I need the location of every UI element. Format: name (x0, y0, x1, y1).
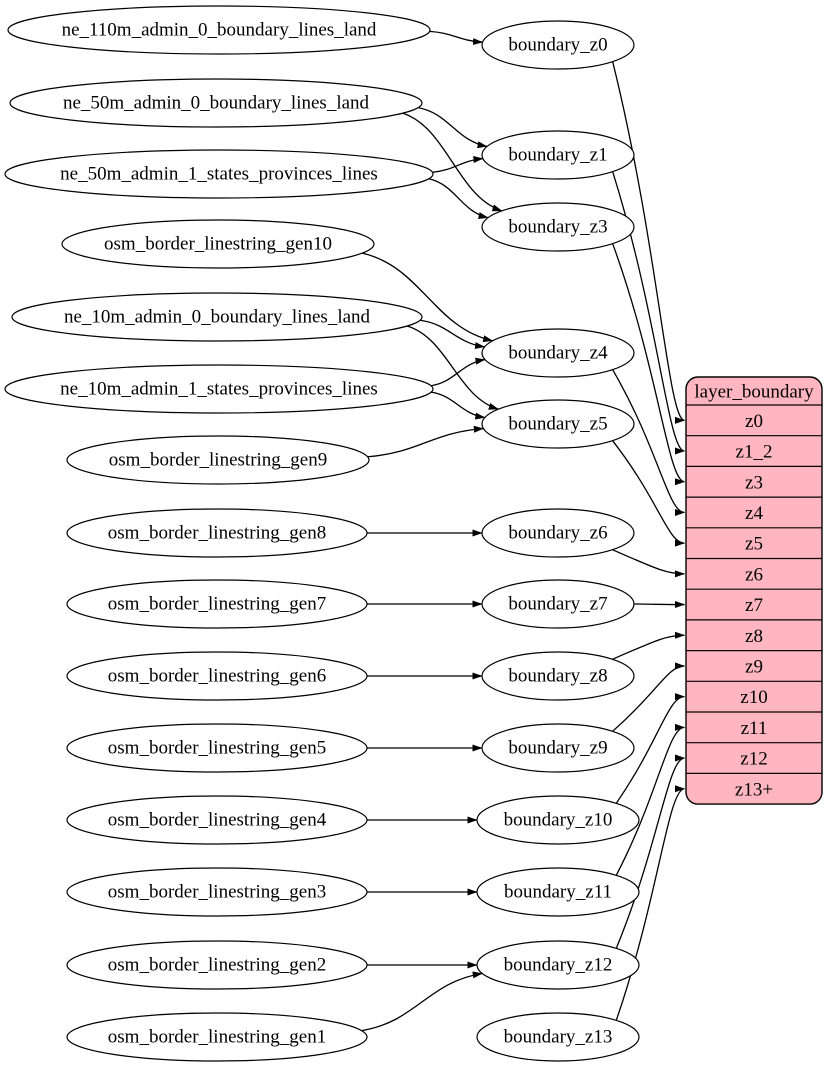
table-row-z11: z11 (740, 717, 768, 739)
node-ne_10m_admin_1_states_provinces_lines (5, 365, 433, 413)
node-osm_border_linestring_gen8 (67, 509, 367, 557)
node-boundary_z11 (477, 868, 639, 916)
edge-boundary_z7-to-z7 (634, 604, 685, 605)
node-ne_50m_admin_0_boundary_lines_land (10, 79, 422, 127)
node-boundary_z6 (482, 509, 634, 557)
node-ne_10m_admin_0_boundary_lines_land (12, 293, 422, 341)
node-boundary_z13 (477, 1013, 639, 1061)
edge-osm_border_linestring_gen9-to-boundary_z5 (368, 428, 484, 456)
edge-boundary_z0-to-z0 (613, 62, 685, 421)
table-layer (686, 377, 822, 804)
table-row-z8: z8 (745, 625, 763, 647)
source-node-label: osm_border_linestring_gen9 (108, 449, 328, 471)
table-row-z6: z6 (745, 564, 763, 586)
node-boundary_z1 (482, 131, 634, 179)
edge-boundary_z6-to-z6 (613, 550, 685, 574)
node-boundary_z8 (482, 652, 634, 700)
node-boundary_z9 (482, 724, 634, 772)
edge-ne_50m_admin_1_states_provinces_lines-to-boundary_z3 (429, 179, 488, 218)
node-osm_border_linestring_gen3 (67, 868, 367, 916)
table-row-z9: z9 (745, 656, 763, 678)
transform-node-label: boundary_z11 (504, 881, 612, 903)
source-node-label: ne_10m_admin_1_states_provinces_lines (60, 378, 378, 400)
edge-boundary_z8-to-z8 (613, 635, 685, 659)
node-osm_border_linestring_gen2 (67, 941, 367, 989)
transform-node-label: boundary_z1 (508, 144, 608, 166)
transform-node-label: boundary_z6 (508, 522, 608, 544)
transform-node-label: boundary_z0 (508, 34, 608, 56)
source-node-label: osm_border_linestring_gen2 (107, 954, 327, 976)
edge-ne_50m_admin_0_boundary_lines_land-to-boundary_z1 (418, 108, 487, 147)
source-node-label: ne_50m_admin_1_states_provinces_lines (60, 163, 378, 185)
node-osm_border_linestring_gen1 (67, 1013, 367, 1061)
node-osm_border_linestring_gen10 (62, 220, 374, 268)
node-osm_border_linestring_gen5 (67, 724, 367, 772)
source-node-label: ne_110m_admin_0_boundary_lines_land (61, 19, 377, 41)
transform-node-label: boundary_z13 (503, 1026, 613, 1048)
transform-node-label: boundary_z10 (503, 809, 613, 831)
table-row-z12: z12 (740, 748, 768, 770)
transform-node-label: boundary_z9 (508, 737, 608, 759)
node-osm_border_linestring_gen6 (67, 652, 367, 700)
source-node-label: osm_border_linestring_gen7 (107, 593, 327, 615)
transform-node-label: boundary_z5 (508, 413, 608, 435)
edge-boundary_z1-to-z1_2 (613, 172, 685, 451)
nodes-layer (5, 6, 639, 1061)
table-row-z4: z4 (745, 502, 763, 524)
source-node-label: osm_border_linestring_gen5 (107, 737, 327, 759)
node-boundary_z4 (482, 329, 634, 377)
node-boundary_z5 (482, 400, 634, 448)
edge-ne_110m_admin_0_boundary_lines_land-to-boundary_z0 (430, 31, 483, 42)
table-row-z0: z0 (745, 410, 763, 432)
transform-node-label: boundary_z4 (508, 342, 608, 364)
table-title: layer_boundary (694, 381, 814, 403)
node-ne_50m_admin_1_states_provinces_lines (5, 150, 433, 198)
source-node-label: osm_border_linestring_gen4 (107, 809, 327, 831)
transform-node-label: boundary_z12 (503, 954, 613, 976)
table-row-z10: z10 (740, 687, 768, 709)
node-ne_110m_admin_0_boundary_lines_land (8, 6, 430, 54)
table-row-z13+: z13+ (734, 779, 774, 801)
table-row-z5: z5 (745, 533, 763, 555)
source-node-label: ne_10m_admin_0_boundary_lines_land (63, 306, 371, 328)
source-node-label: ne_50m_admin_0_boundary_lines_land (62, 92, 370, 114)
edge-ne_10m_admin_1_states_provinces_lines-to-boundary_z4 (431, 360, 485, 386)
edge-boundary_z4-to-z4 (613, 370, 685, 513)
table-layer_boundary (686, 377, 822, 804)
edge-ne_10m_admin_0_boundary_lines_land-to-boundary_z4 (420, 320, 484, 347)
node-osm_border_linestring_gen7 (67, 580, 367, 628)
table-row-z7: z7 (745, 595, 763, 617)
transform-node-label: boundary_z7 (508, 593, 608, 615)
node-osm_border_linestring_gen4 (67, 796, 367, 844)
edge-osm_border_linestring_gen1-to-boundary_z12 (362, 973, 483, 1030)
node-boundary_z0 (482, 21, 634, 69)
transform-node-label: boundary_z8 (508, 665, 608, 687)
source-node-label: osm_border_linestring_gen10 (104, 233, 332, 255)
transform-node-label: boundary_z3 (508, 216, 608, 238)
node-boundary_z7 (482, 580, 634, 628)
table-row-z3: z3 (745, 472, 763, 494)
node-boundary_z3 (482, 203, 634, 251)
table-row-z1_2: z1_2 (735, 441, 773, 463)
node-boundary_z10 (477, 796, 639, 844)
source-node-label: osm_border_linestring_gen8 (107, 522, 327, 544)
node-osm_border_linestring_gen9 (67, 436, 369, 484)
node-boundary_z12 (477, 941, 639, 989)
source-node-label: osm_border_linestring_gen6 (107, 665, 327, 687)
source-node-label: osm_border_linestring_gen3 (107, 881, 327, 903)
source-node-label: osm_border_linestring_gen1 (107, 1026, 327, 1048)
